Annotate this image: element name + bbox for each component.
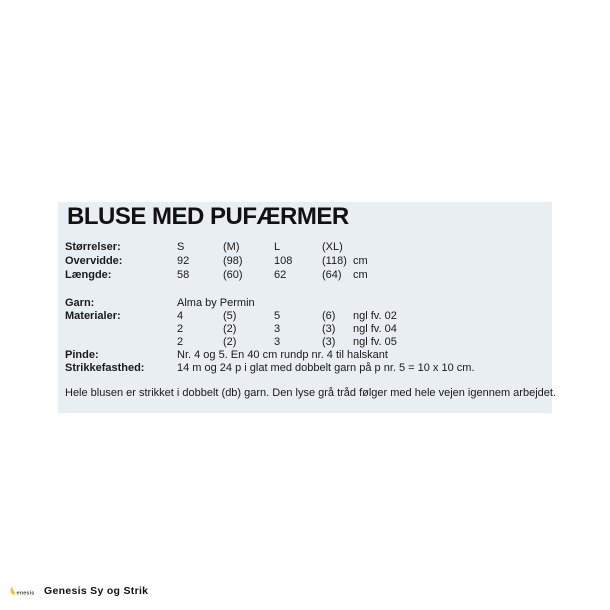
pinde-value: Nr. 4 og 5. En 40 cm rundp nr. 4 til halskant (177, 349, 388, 361)
mat3-xl: (3) (322, 336, 336, 348)
materialer-label: Materialer: (65, 310, 121, 322)
bust-unit: cm (353, 255, 368, 267)
bust-m: (98) (223, 255, 243, 267)
size-row-label: Størrelser: (65, 241, 121, 253)
size-s: S (177, 241, 185, 253)
mat2-l: 3 (274, 323, 281, 335)
mat3-color: ngl fv. 05 (353, 336, 397, 348)
mat3-s: 2 (177, 336, 184, 348)
size-row-sizes (58, 241, 552, 254)
mat1-xl: (6) (322, 310, 336, 322)
mat1-color: ngl fv. 02 (353, 310, 397, 322)
mat1-s: 4 (177, 310, 184, 322)
length-l: 62 (274, 269, 287, 281)
size-row-length (58, 269, 552, 282)
strikkefasthed-label: Strikkefasthed: (65, 362, 145, 374)
pattern-title: BLUSE MED PUFÆRMER (67, 203, 349, 230)
genesis-logo-text: enesis (16, 590, 35, 596)
pinde-row (58, 349, 552, 362)
bust-l: 108 (274, 255, 293, 267)
bust-s: 92 (177, 255, 190, 267)
garn-label: Garn: (65, 297, 95, 309)
bust-xl: (118) (322, 255, 347, 267)
pattern-info-panel (58, 202, 556, 413)
bust-row-label: Overvidde: (65, 255, 123, 267)
length-unit: cm (353, 269, 368, 281)
genesis-logo-icon (8, 585, 38, 598)
size-row-bust (58, 255, 552, 268)
length-xl: (64) (322, 269, 342, 281)
length-m: (60) (223, 269, 243, 281)
mat3-m: (2) (223, 336, 237, 348)
materialer-row-2 (58, 323, 552, 336)
mat3-l: 3 (274, 336, 281, 348)
size-m: (M) (223, 241, 240, 253)
strikkefasthed-row (58, 362, 552, 375)
materialer-row-3 (58, 336, 552, 349)
mat2-s: 2 (177, 323, 184, 335)
mat2-m: (2) (223, 323, 237, 335)
size-xl: (XL) (322, 241, 343, 253)
garn-row (58, 297, 552, 310)
footer (8, 584, 148, 598)
strikkefasthed-value: 14 m og 24 p i glat med dobbelt garn på p nr. 5 = 10 x 10 cm. (177, 362, 475, 374)
length-s: 58 (177, 269, 190, 281)
footer-brand: Genesis Sy og Strik (44, 585, 149, 597)
mat1-m: (5) (223, 310, 237, 322)
garn-value: Alma by Permin (177, 297, 255, 309)
materialer-row-1 (58, 310, 552, 323)
length-row-label: Længde: (65, 269, 112, 281)
pinde-label: Pinde: (65, 349, 99, 361)
mat2-xl: (3) (322, 323, 336, 335)
size-l: L (274, 241, 281, 253)
mat1-l: 5 (274, 310, 281, 322)
mat2-color: ngl fv. 04 (353, 323, 397, 335)
pattern-note: Hele blusen er strikket i dobbelt (db) garn. Den lyse grå tråd følger med hele vejen igennem arbejdet. (65, 387, 556, 399)
